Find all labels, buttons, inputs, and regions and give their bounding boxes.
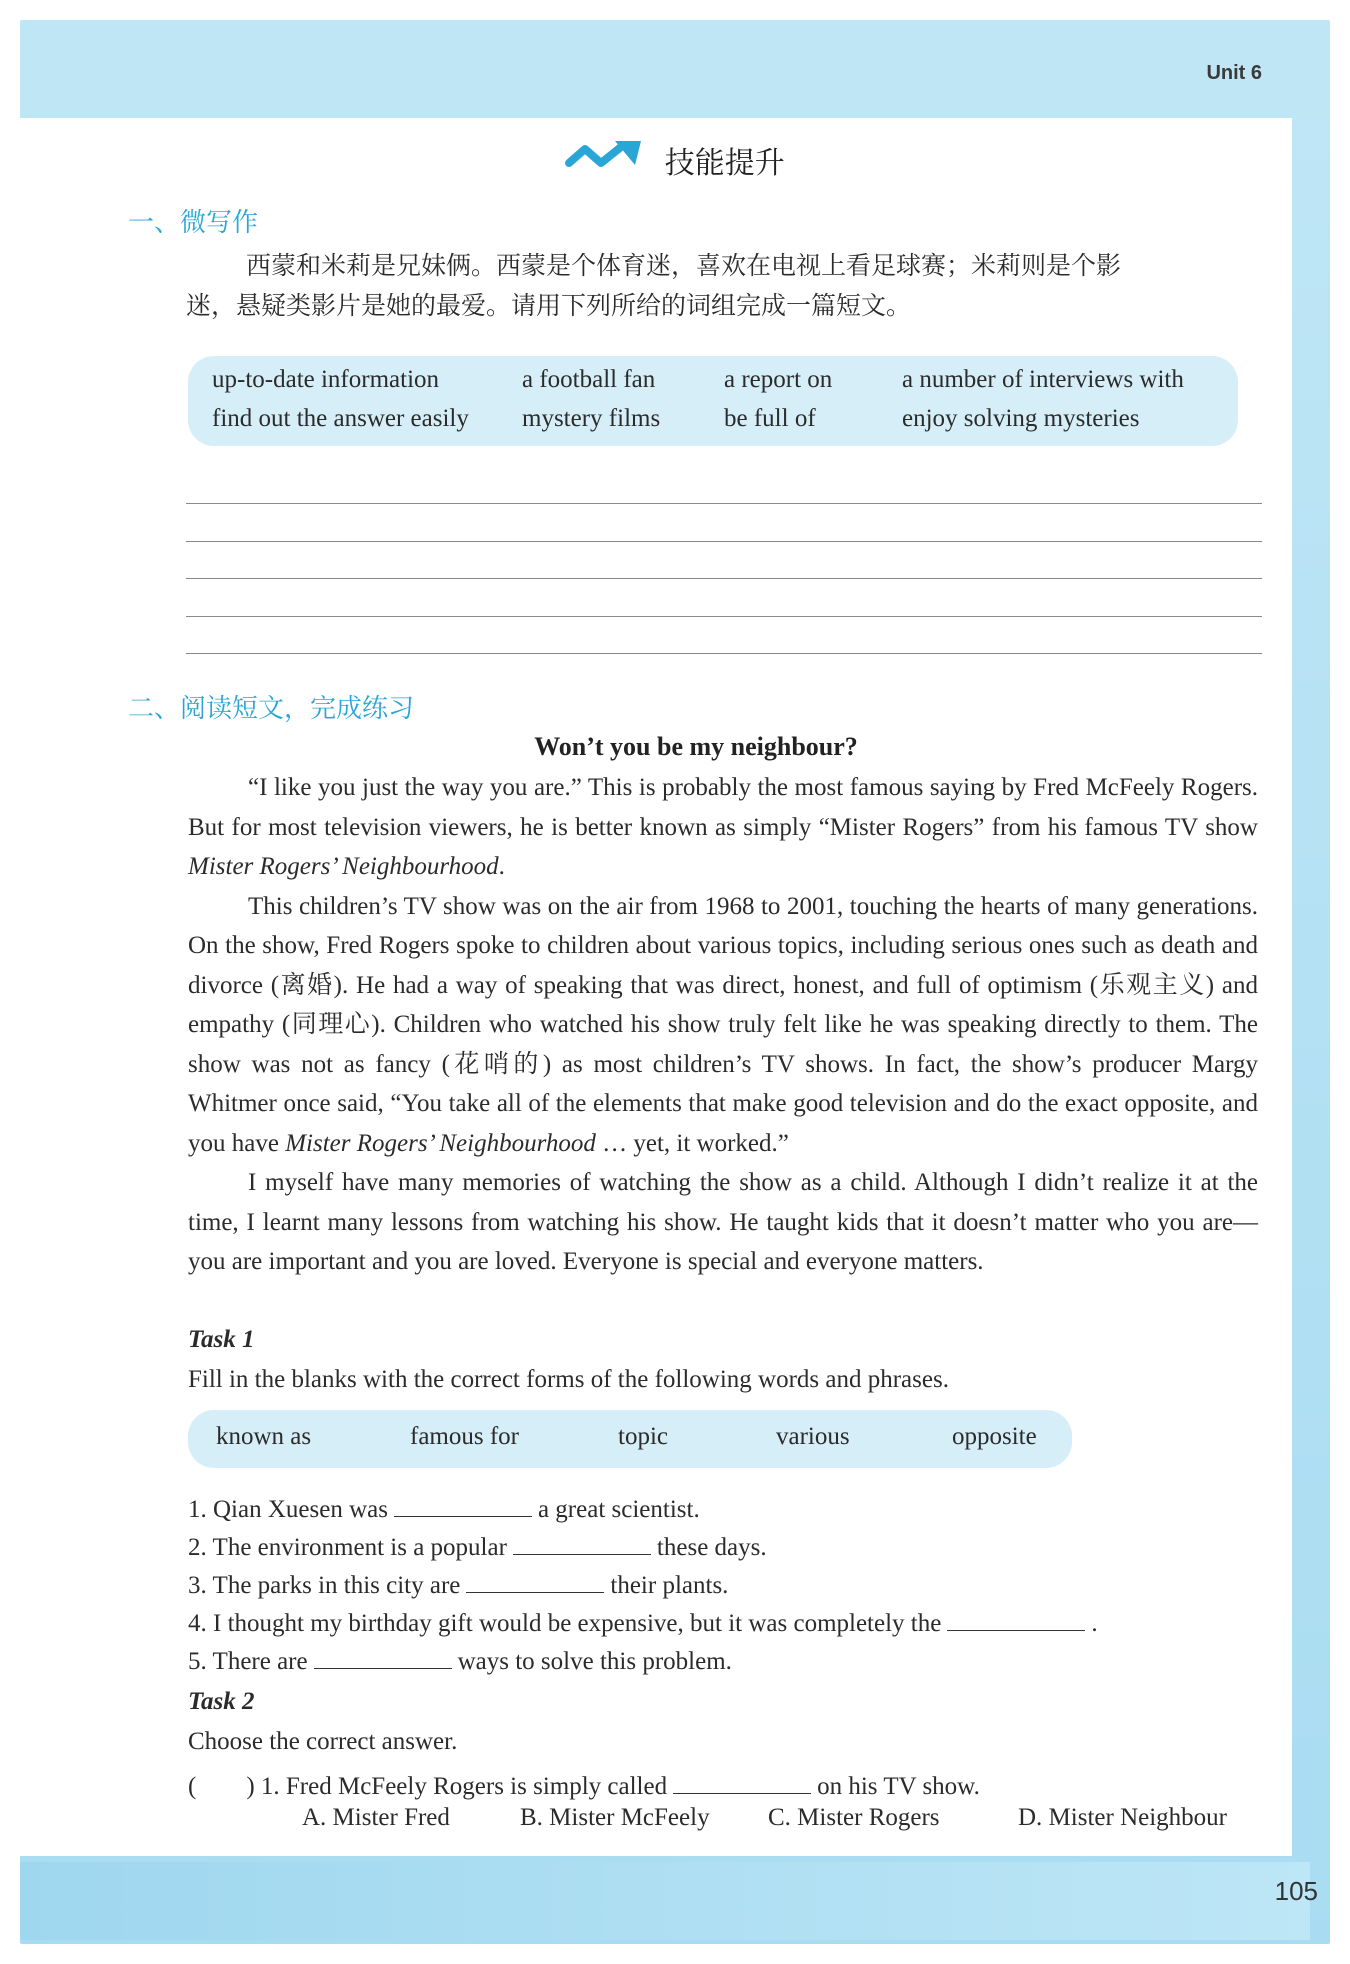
story-paragraph-3: I myself have many memories of watching the show as a child. Although I didn’t realize it at the time, I learnt many lessons from watching his show. He taught kids that it doesn’t matter who you are—you are important and you are loved. Everyone is special and everyone matters. — [188, 1169, 1258, 1275]
task2-question-1: ( ) 1. Fred McFeely Rogers is simply called on his TV show. — [188, 1773, 980, 1800]
phrase-item: a football fan — [522, 366, 656, 393]
task1-label: Task 1 — [188, 1326, 255, 1353]
story-title: Won’t you be my neighbour? — [534, 732, 858, 761]
task1-item: 4. I thought my birthday gift would be expensive, but it was completely the . — [188, 1610, 1098, 1637]
phrase-item: enjoy solving mysteries — [902, 405, 1140, 432]
answer-blank[interactable] — [314, 1649, 452, 1669]
phrase-item: find out the answer easily — [212, 405, 469, 432]
unit-label: Unit 6 — [1206, 62, 1262, 84]
answer-blank[interactable] — [673, 1774, 811, 1794]
story-body — [188, 768, 1258, 1282]
show-title: Mister Rogers’ Neighbourhood — [285, 1129, 596, 1157]
phrase-item: up-to-date information — [212, 366, 440, 393]
show-title: Mister Rogers’ Neighbourhood — [188, 853, 499, 880]
task1-word: various — [776, 1423, 850, 1450]
writing-line[interactable] — [186, 541, 1262, 542]
answer-blank[interactable] — [513, 1535, 651, 1555]
writing-line[interactable] — [186, 653, 1262, 654]
task1-item: 2. The environment is a popular these days. — [188, 1534, 767, 1561]
bottom-band — [20, 1862, 1310, 1940]
phrase-item: mystery films — [522, 405, 661, 432]
section2-title: 二、阅读短文，完成练习 — [128, 694, 415, 724]
task2-label: Task 2 — [188, 1688, 255, 1715]
section1-intro — [186, 246, 1262, 325]
option-c[interactable]: C. Mister Rogers — [768, 1804, 940, 1831]
option-b[interactable]: B. Mister McFeely — [520, 1804, 710, 1831]
page-number: 105 — [1274, 1876, 1318, 1906]
header-title-text: 技能提升 — [664, 146, 785, 181]
writing-line[interactable] — [186, 616, 1262, 617]
task1-word: topic — [618, 1423, 668, 1450]
writing-line[interactable] — [186, 578, 1262, 579]
phrase-item: a report on — [724, 366, 833, 393]
section1-title: 一、微写作 — [128, 208, 259, 238]
writing-line[interactable] — [186, 503, 1262, 504]
section1-intro-line2: 迷，悬疑类影片是她的最爱。请用下列所给的词组完成一篇短文。 — [186, 290, 912, 320]
option-a[interactable]: A. Mister Fred — [302, 1804, 450, 1831]
option-d[interactable]: D. Mister Neighbour — [1018, 1804, 1227, 1831]
task1-instruction: Fill in the blanks with the correct forms of the following words and phrases. — [188, 1366, 949, 1393]
task1-word: known as — [216, 1423, 312, 1450]
task1-word: famous for — [410, 1423, 519, 1450]
story-paragraph-1: “I like you just the way you are.” This is probably the most famous saying by Fred McFeely Rogers. But for most television viewers, he is better known as simply “Mister Rogers” from his famous TV show Mister Rogers’ Neighbourhood. — [188, 774, 1258, 880]
phrase-item: be full of — [724, 405, 816, 432]
task1-word: opposite — [952, 1423, 1037, 1450]
task1-word-box — [188, 1410, 1072, 1468]
phrase-item: a number of interviews with — [902, 366, 1184, 393]
task2-instruction: Choose the correct answer. — [188, 1728, 458, 1755]
task1-item: 1. Qian Xuesen was a great scientist. — [188, 1496, 700, 1523]
answer-blank[interactable] — [466, 1573, 604, 1593]
section1-intro-line1: 西蒙和米莉是兄妹俩。西蒙是个体育迷，喜欢在电视上看足球赛；米莉则是个影 — [246, 251, 1122, 280]
task1-item: 5. There are ways to solve this problem. — [188, 1648, 732, 1675]
answer-blank[interactable] — [947, 1611, 1085, 1631]
header-title — [0, 138, 1350, 182]
zigzag-arrow-icon — [565, 139, 645, 181]
story-paragraph-2: This children’s TV show was on the air from 1968 to 2001, touching the hearts of many generations. On the show, Fred Rogers spoke to children about various topics, including serious ones such as death and divorce (离婚). He had a way of speaking that was direct, honest, and full of optimism (乐观主义) and empathy (同理心). Children who watched his show truly felt like he was speaking directly to them. The show was not as fancy (花哨的) as most children’s TV shows. In fact, the show’s producer Margy Whitmer once said, “You take all of the elements that make good television and do the exact opposite, and you have Mister Rogers’ Neighbourhood … yet, it worked.” — [188, 892, 1258, 1157]
task1-item: 3. The parks in this city are their plants. — [188, 1572, 729, 1599]
answer-blank[interactable] — [394, 1497, 532, 1517]
answer-paren[interactable]: ( ) — [188, 1773, 255, 1800]
phrase-box — [188, 356, 1238, 446]
